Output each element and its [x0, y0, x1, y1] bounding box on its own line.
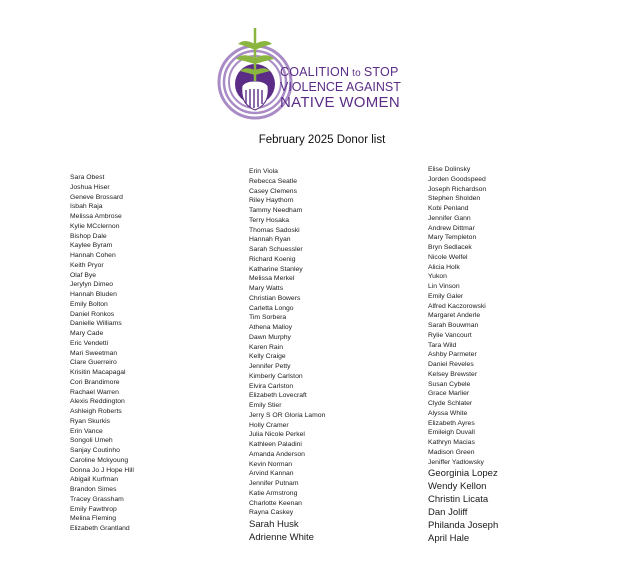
donor-name: Emily Fawthrop: [70, 505, 117, 513]
donor-name: Tracey Grassham: [70, 495, 124, 503]
donor-name: Thomas Sadoski: [249, 226, 300, 234]
donor-name: Christian Bowers: [249, 294, 301, 302]
donor-name: Sanjay Coutinho: [70, 447, 120, 454]
donor-name: Grace Marlier: [428, 390, 470, 398]
donor-name: Melina Fleming: [70, 515, 117, 523]
donor-name: Richard Koenig: [249, 255, 296, 263]
logo-line-2: VIOLENCE AGAINST: [280, 80, 401, 94]
donor-name: Melissa Ambrose: [70, 213, 122, 220]
donor-name: Katharine Stanley: [249, 265, 303, 273]
donor-column-1: [70, 173, 134, 534]
donor-name: Erin Viola: [249, 168, 278, 175]
donor-name: Jerry S OR Gloria Lamon: [249, 411, 326, 419]
logo-line-3: NATIVE WOMEN: [280, 93, 400, 111]
donor-name: Daniel Reveles: [428, 361, 474, 368]
donor-name: Alyssa White: [428, 409, 468, 417]
donor-name: Alexis Reddington: [70, 398, 125, 406]
donor-name: Alfred Kaczorowski: [428, 302, 486, 310]
donor-name: Joseph Richardson: [428, 185, 487, 193]
donor-name: Hannah Ryan: [249, 236, 291, 244]
donor-name: Kylie MCclernon: [70, 222, 120, 230]
donor-name: Susan Cybele: [428, 380, 471, 388]
donor-name: Ashby Parmeter: [428, 351, 477, 359]
logo-line-1: COALITION to STOP: [280, 65, 399, 79]
donor-name: Arvind Kannan: [249, 470, 294, 478]
donor-name: Mary Watts: [249, 285, 284, 292]
donor-name: Rylie Vancourt: [428, 331, 472, 339]
donor-name: Terry Hosaka: [249, 216, 290, 224]
donor-column-3: [428, 165, 498, 545]
donor-name: Jennifer Putnam: [249, 480, 299, 487]
donor-name: Alicia Holk: [428, 263, 460, 271]
donor-name: Tammy Needham: [249, 207, 303, 214]
donor-name: Hannah Bluden: [70, 291, 117, 298]
donor-name: Kobi Penland: [428, 205, 469, 212]
donor-name: Bishop Dale: [70, 232, 107, 240]
donor-name: Elizabeth Grantland: [70, 525, 130, 532]
donor-name: Carletta Longo: [249, 304, 294, 312]
donor-name: Sarah Bouwman: [428, 322, 479, 329]
donor-name: Jeniffer Yadlowsky: [428, 458, 484, 466]
donor-name-large: Christin Licata: [428, 494, 489, 506]
donor-name: Dawn Murphy: [249, 333, 291, 341]
donor-name: Tara Wild: [428, 341, 457, 349]
donor-name: Joshua Hiser: [70, 183, 110, 191]
donor-name: Karen Rain: [249, 343, 284, 351]
donor-name: Julia Nicole Perkel: [249, 431, 305, 439]
donor-name: Melissa Merkel: [249, 275, 295, 283]
donor-name: Casey Clemens: [249, 187, 297, 195]
donor-name: Danielle Williams: [70, 320, 122, 328]
donor-name: Holly Cramer: [249, 421, 289, 429]
donor-name: Sara Obest: [70, 174, 105, 181]
donor-name: Abigail Kurfman: [70, 476, 118, 484]
logo-wordmark: [280, 66, 401, 110]
donor-name: Stephen Sholden: [428, 195, 481, 203]
donor-name-large: April Hale: [428, 533, 470, 545]
donor-name: Mari Sweetman: [70, 349, 118, 357]
donor-name: Kelsey Brewster: [428, 370, 478, 378]
donor-name: Daniel Ronkos: [70, 310, 115, 318]
donor-name: Kelly Craige: [249, 353, 286, 361]
donor-name: Kathryn Macias: [428, 439, 475, 446]
donor-name-large: Georginia Lopez: [428, 468, 498, 480]
donor-name-large: Sarah Husk: [249, 519, 299, 530]
donor-name: Katie Armstrong: [249, 489, 298, 497]
donor-name: Songoli Umeh: [70, 437, 113, 445]
donor-name-large: Dan Joliff: [428, 507, 468, 519]
donor-name: Emily Stier: [249, 402, 282, 409]
donor-name: Kevin Norman: [249, 460, 293, 468]
donor-name: Andrew Dittmar: [428, 224, 475, 232]
donor-name: Emileigh Duvall: [428, 429, 475, 437]
donor-name: Madison Green: [428, 448, 475, 456]
donor-name: Mary Cade: [70, 330, 104, 337]
donor-name: Nicole Welfel: [428, 253, 468, 261]
donor-name: Charlotte Keenan: [249, 499, 302, 507]
donor-name: Elise Dolinsky: [428, 166, 471, 173]
donor-name: Clyde Schlater: [428, 400, 473, 407]
donor-name: Riley Haythorn: [249, 197, 294, 205]
donor-name: Bryn Sedlacek: [428, 244, 472, 251]
donor-name: Yukon: [428, 273, 447, 281]
donor-name: Kimberly Carlston: [249, 372, 303, 380]
donor-name: Lin Vinson: [428, 283, 460, 290]
donor-name: Rebecca Seatle: [249, 177, 297, 185]
donor-name: Athena Malloy: [249, 324, 293, 331]
donor-name: Elizabeth Ayres: [428, 419, 475, 427]
donor-name: Rayna Caskey: [249, 509, 294, 517]
donor-name-large: Adrienne White: [249, 532, 314, 543]
donor-name: Tim Sorbera: [249, 314, 287, 322]
donor-name: Cori Brandimore: [70, 378, 120, 386]
donor-name: Emily Galer: [428, 292, 464, 300]
donor-name: Caroline Mckyoung: [70, 456, 129, 464]
donor-name: Jennifer Petty: [249, 363, 291, 370]
donor-name: Keith Pryor: [70, 261, 104, 269]
donor-name: Krisitin Macapagal: [70, 369, 126, 376]
donor-name: Jerylyn Dimeo: [70, 281, 114, 289]
donor-name: Elvira Carlston: [249, 382, 294, 390]
donor-name: Erin Vance: [70, 427, 103, 435]
donor-name: Clare Guerreiro: [70, 359, 117, 367]
page-title: February 2025 Donor list: [258, 134, 386, 146]
donor-name: Mary Templeton: [428, 234, 477, 242]
donor-name: Margaret Anderle: [428, 312, 481, 320]
donor-name: Jennifer Gann: [428, 214, 471, 222]
donor-name: Ashleigh Roberts: [70, 408, 122, 415]
donor-name-large: Wendy Kellon: [428, 481, 487, 493]
donor-column-2: [249, 167, 325, 544]
donor-name: Kaylee Byram: [70, 242, 113, 250]
donor-name: Emily Bolton: [70, 300, 108, 308]
donor-name: Jorden Goodspeed: [428, 175, 486, 183]
donor-name: Kathleen Paladini: [249, 441, 302, 448]
donor-name: Sarah Schuessler: [249, 246, 303, 253]
donor-name: Ryan Skurkis: [70, 417, 111, 425]
donor-name: Rachael Warren: [70, 388, 119, 396]
donor-name: Geneve Brossard: [70, 193, 123, 201]
donor-name: Olaf Bye: [70, 271, 97, 279]
donor-name: Eric Vendetti: [70, 339, 109, 347]
donor-name: Donna Jo J Hope Hill: [70, 466, 134, 474]
donor-name: Amanda Anderson: [249, 450, 305, 458]
donor-name: Isbah Raja: [70, 203, 103, 211]
donor-name: Hannah Cohen: [70, 252, 116, 259]
donor-name-large: Philanda Joseph: [428, 520, 499, 532]
donor-name: Elizabeth Lovecraft: [249, 392, 307, 400]
donor-name: Brandon Simes: [70, 486, 117, 493]
